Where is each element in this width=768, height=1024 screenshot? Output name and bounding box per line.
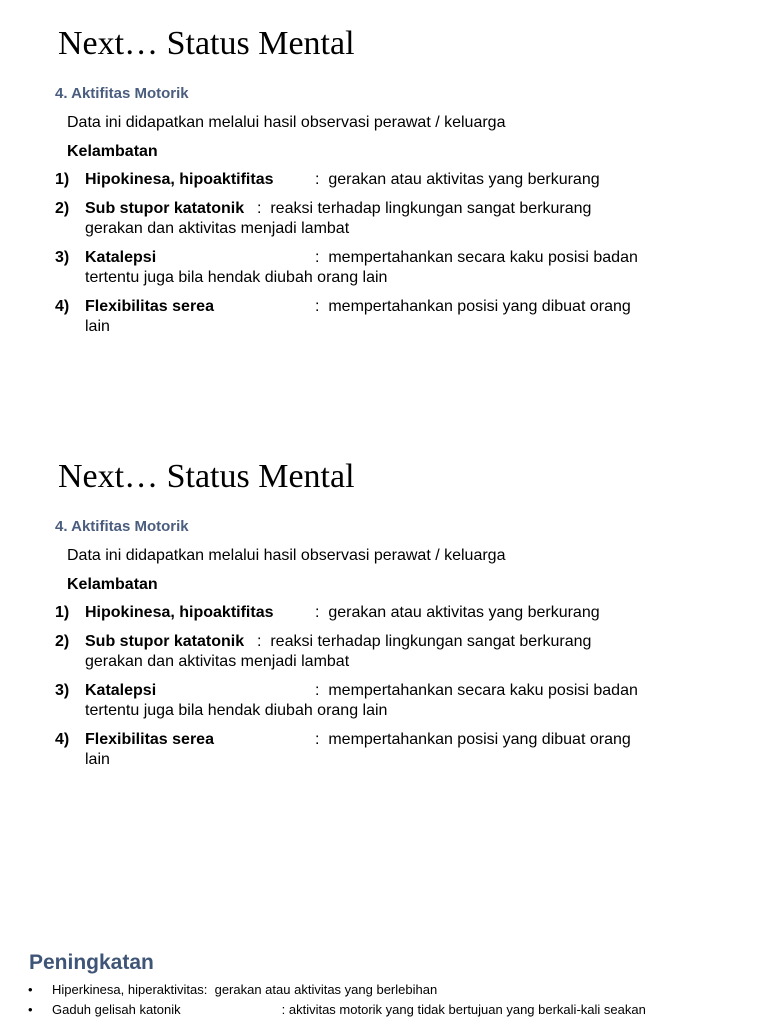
item-separator: : bbox=[315, 171, 320, 188]
item-desc-line2: tertentu juga bila hendak diubah orang lain bbox=[85, 269, 388, 286]
item-term: Sub stupor katatonik bbox=[85, 200, 245, 217]
item-number: 2) bbox=[55, 200, 70, 217]
item-desc-line2: lain bbox=[85, 751, 110, 768]
item-separator: : bbox=[315, 298, 320, 315]
item-term: Flexibilitas serea bbox=[85, 298, 214, 315]
item-number: 2) bbox=[55, 633, 70, 650]
item-term: Hipokinesa, hipoaktifitas bbox=[85, 171, 274, 188]
group-label: Kelambatan bbox=[67, 576, 158, 593]
item-term: Katalepsi bbox=[85, 682, 157, 699]
item-number: 3) bbox=[55, 682, 70, 699]
item-separator: : bbox=[315, 604, 320, 621]
section-subheading: 4. Aktifitas Motorik bbox=[55, 518, 189, 535]
item-number: 4) bbox=[55, 298, 70, 315]
item-separator: : bbox=[257, 633, 262, 650]
item-desc-line2: gerakan dan aktivitas menjadi lambat bbox=[85, 653, 350, 670]
item-term: Katalepsi bbox=[85, 249, 157, 266]
intro-text: Data ini didapatkan melalui hasil observasi perawat / keluarga bbox=[67, 114, 506, 131]
list-item bbox=[28, 1000, 748, 1020]
list-item bbox=[55, 297, 695, 337]
item-number: 1) bbox=[55, 171, 70, 188]
item-number: 1) bbox=[55, 604, 70, 621]
item-list bbox=[55, 170, 695, 346]
group-label: Kelambatan bbox=[67, 143, 158, 160]
bullet-icon: • bbox=[28, 1002, 33, 1017]
item-desc-line2: gerakan dan aktivitas menjadi lambat bbox=[85, 220, 350, 237]
slide-1 bbox=[0, 0, 768, 432]
bullet-term: Hiperkinesa, hiperaktivitas: bbox=[52, 982, 208, 997]
item-separator: : bbox=[315, 682, 320, 699]
item-desc-line1: mempertahankan secara kaku posisi badan bbox=[328, 249, 638, 266]
item-term: Flexibilitas serea bbox=[85, 731, 214, 748]
item-desc-line1: mempertahankan posisi yang dibuat orang bbox=[328, 731, 631, 748]
list-item bbox=[55, 603, 695, 623]
list-item bbox=[55, 248, 695, 288]
peningkatan-heading: Peningkatan bbox=[29, 951, 154, 974]
item-list bbox=[55, 603, 695, 779]
item-term: Hipokinesa, hipoaktifitas bbox=[85, 604, 274, 621]
bullet-term: Gaduh gelisah katonik bbox=[52, 1002, 181, 1017]
item-separator: : bbox=[315, 249, 320, 266]
section-subheading: 4. Aktifitas Motorik bbox=[55, 85, 189, 102]
item-separator: : bbox=[257, 200, 262, 217]
item-desc-line1: gerakan atau aktivitas yang berkurang bbox=[328, 604, 600, 621]
item-desc-line1: reaksi terhadap lingkungan sangat berkurang bbox=[270, 200, 592, 217]
item-desc-line2: lain bbox=[85, 318, 110, 335]
slide-title: Next… Status Mental bbox=[58, 25, 355, 62]
intro-text: Data ini didapatkan melalui hasil observasi perawat / keluarga bbox=[67, 547, 506, 564]
list-item bbox=[55, 730, 695, 770]
list-item bbox=[55, 632, 695, 672]
item-desc-line1: gerakan atau aktivitas yang berkurang bbox=[328, 171, 600, 188]
list-item bbox=[55, 681, 695, 721]
item-separator: : bbox=[315, 731, 320, 748]
item-desc-line1: reaksi terhadap lingkungan sangat berkurang bbox=[270, 633, 592, 650]
item-term: Sub stupor katatonik bbox=[85, 633, 245, 650]
item-number: 4) bbox=[55, 731, 70, 748]
list-item bbox=[55, 199, 695, 239]
item-desc-line2: tertentu juga bila hendak diubah orang lain bbox=[85, 702, 388, 719]
item-desc-line1: mempertahankan posisi yang dibuat orang bbox=[328, 298, 631, 315]
slide-title: Next… Status Mental bbox=[58, 458, 355, 495]
peningkatan-list bbox=[28, 980, 748, 1020]
item-desc-line1: mempertahankan secara kaku posisi badan bbox=[328, 682, 638, 699]
list-item bbox=[28, 980, 748, 1000]
slide-2 bbox=[0, 433, 768, 865]
bullet-description: : aktivitas motorik yang tidak bertujuan yang berkali-kali seakan bbox=[281, 1002, 646, 1017]
item-number: 3) bbox=[55, 249, 70, 266]
bullet-description: gerakan atau aktivitas yang berlebihan bbox=[214, 982, 438, 997]
bullet-icon: • bbox=[28, 982, 33, 997]
list-item bbox=[55, 170, 695, 190]
